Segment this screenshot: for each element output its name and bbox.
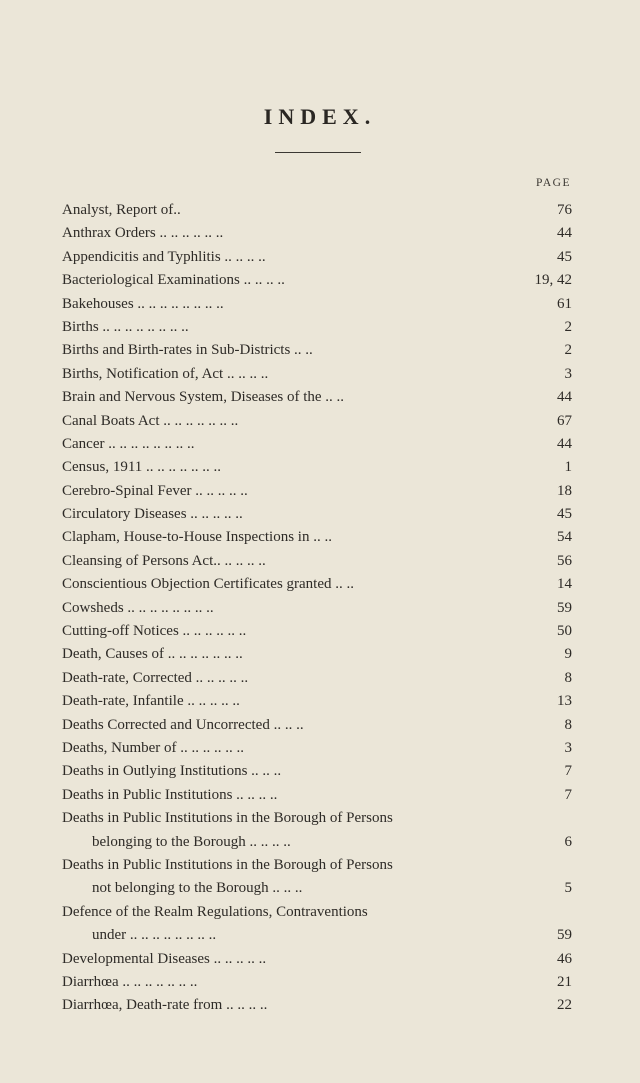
entry-label: Cerebro-Spinal Fever .. .. .. .. ..	[62, 482, 248, 499]
index-entry	[0, 760, 640, 783]
page-title: INDEX.	[263, 104, 377, 129]
entry-label: Diarrhœa .. .. .. .. .. .. ..	[62, 973, 198, 990]
entry-label: Cutting-off Notices .. .. .. .. .. ..	[62, 623, 247, 640]
index-entry	[0, 620, 640, 643]
entry-page-number: 59	[557, 599, 572, 616]
entry-label: Circulatory Diseases .. .. .. .. ..	[62, 506, 243, 523]
entry-label: Deaths in Public Institutions in the Borough of Persons	[62, 810, 393, 827]
entry-page-number: 22	[557, 997, 572, 1014]
entry-label: Analyst, Report of..	[62, 202, 181, 218]
entry-page-number: 21	[557, 973, 572, 990]
entry-label: Clapham, House-to-House Inspections in .. ..	[62, 529, 332, 546]
entry-page-number: 50	[557, 623, 572, 640]
index-entry	[0, 339, 640, 362]
index-entry	[0, 924, 640, 947]
index-entry	[0, 316, 640, 339]
entry-label: Appendicitis and Typhlitis .. .. .. ..	[62, 248, 266, 265]
index-entry	[0, 994, 640, 1017]
entry-page-number: 7	[564, 786, 572, 803]
entry-page-number: 1	[564, 459, 572, 476]
entry-label: Defence of the Realm Regulations, Contraventions	[62, 903, 368, 920]
index-entry	[0, 199, 640, 222]
page-column-label: PAGE	[536, 177, 571, 189]
index-entry	[0, 714, 640, 737]
index-entry	[0, 503, 640, 526]
entry-page-number: 9	[564, 646, 572, 663]
index-entry	[0, 971, 640, 994]
entry-label: Deaths in Outlying Institutions .. .. ..	[62, 763, 282, 780]
entry-label: Bacteriological Examinations .. .. .. ..	[62, 272, 285, 289]
entry-page-number: 46	[557, 950, 572, 967]
entry-label: Cancer .. .. .. .. .. .. .. ..	[62, 435, 195, 452]
entry-page-number: 59	[557, 927, 572, 944]
entry-page-number: 54	[557, 529, 572, 546]
entry-label: not belonging to the Borough .. .. ..	[92, 880, 303, 897]
index-entry	[0, 293, 640, 316]
index-entry	[0, 807, 640, 830]
entry-page-number: 8	[564, 716, 572, 733]
entry-page-number: 44	[557, 225, 572, 242]
index-entry	[0, 363, 640, 386]
index-entry	[0, 948, 640, 971]
entry-page-number: 3	[564, 739, 572, 756]
entry-label: Deaths Corrected and Uncorrected .. .. ..	[62, 716, 304, 733]
entry-page-number: 14	[557, 576, 572, 593]
entry-page-number: 2	[564, 318, 572, 335]
entry-label: Death-rate, Corrected .. .. .. .. ..	[62, 669, 249, 686]
entry-label: Bakehouses .. .. .. .. .. .. .. ..	[62, 295, 224, 312]
title-rule	[275, 152, 361, 153]
index-entry	[0, 643, 640, 666]
entry-page-number: 56	[557, 552, 572, 569]
index-entry	[0, 831, 640, 854]
index-entry	[0, 410, 640, 433]
index-entry	[0, 877, 640, 900]
index-entry	[0, 526, 640, 549]
entry-label: Death-rate, Infantile .. .. .. .. ..	[62, 693, 240, 710]
index-entry	[0, 597, 640, 620]
index-entry	[0, 222, 640, 245]
entry-label: Cleansing of Persons Act.. .. .. .. ..	[62, 552, 266, 569]
entry-label: Developmental Diseases .. .. .. .. ..	[62, 950, 267, 967]
entry-page-number: 44	[557, 389, 572, 406]
entry-page-number: 44	[557, 435, 572, 452]
entry-label: Deaths, Number of .. .. .. .. .. ..	[62, 739, 245, 756]
entry-label: Deaths in Public Institutions in the Borough of Persons	[62, 856, 393, 873]
entry-page-number: 67	[557, 412, 572, 429]
entry-label: Death, Causes of .. .. .. .. .. .. ..	[62, 646, 243, 663]
entry-page-number: 19, 42	[534, 272, 572, 289]
entry-page-number: 45	[557, 248, 572, 265]
entry-label: Canal Boats Act .. .. .. .. .. .. ..	[62, 412, 239, 429]
index-entry	[0, 480, 640, 503]
entry-label: Births, Notification of, Act .. .. .. ..	[62, 365, 269, 382]
entry-page-number: 45	[557, 506, 572, 523]
index-entry	[0, 667, 640, 690]
index-entry	[0, 573, 640, 596]
entry-page-number: 8	[564, 669, 572, 686]
entry-label: Anthrax Orders .. .. .. .. .. ..	[62, 225, 224, 242]
entry-page-number: 76	[557, 202, 572, 218]
entry-label: Brain and Nervous System, Diseases of the .. ..	[62, 389, 345, 406]
entry-label: Deaths in Public Institutions .. .. .. ..	[62, 786, 278, 803]
entry-page-number: 5	[564, 880, 572, 897]
index-entry	[0, 433, 640, 456]
index-entry	[0, 386, 640, 409]
entry-label: Diarrhœa, Death-rate from .. .. .. ..	[62, 997, 268, 1014]
entry-page-number: 61	[557, 295, 572, 312]
entry-label: Census, 1911 .. .. .. .. .. .. ..	[62, 459, 222, 476]
entry-label: Cowsheds .. .. .. .. .. .. .. ..	[62, 599, 214, 616]
entry-page-number: 6	[564, 833, 572, 850]
index-entry	[0, 690, 640, 713]
entry-label: belonging to the Borough .. .. .. ..	[92, 833, 291, 850]
entry-label: Conscientious Objection Certificates granted .. ..	[62, 576, 355, 593]
index-entry	[0, 737, 640, 760]
entry-label: Births .. .. .. .. .. .. .. ..	[62, 318, 189, 335]
entry-page-number: 7	[564, 763, 572, 780]
index-entry	[0, 456, 640, 479]
index-entry	[0, 550, 640, 573]
entry-label: under .. .. .. .. .. .. .. ..	[92, 927, 217, 944]
entry-page-number: 13	[557, 693, 572, 710]
entry-page-number: 2	[564, 342, 572, 359]
index-list	[0, 199, 640, 1018]
index-entry	[0, 784, 640, 807]
entry-page-number: 3	[564, 365, 572, 382]
index-entry	[0, 854, 640, 877]
index-entry	[0, 269, 640, 292]
entry-page-number: 18	[557, 482, 572, 499]
index-entry	[0, 246, 640, 269]
index-entry	[0, 901, 640, 924]
entry-label: Births and Birth-rates in Sub-Districts .. ..	[62, 342, 313, 359]
